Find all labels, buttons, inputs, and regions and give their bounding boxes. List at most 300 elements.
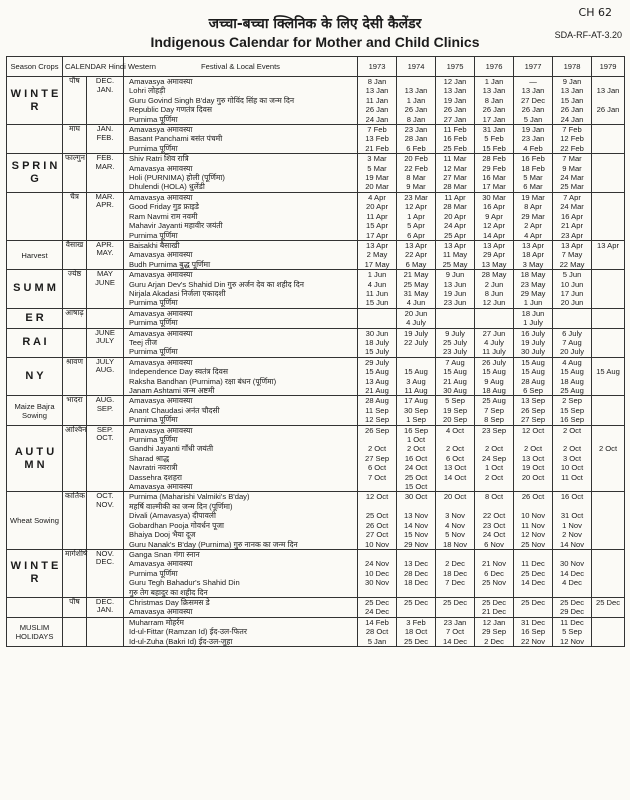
date-cell	[397, 588, 436, 598]
date-cell: 19 July	[397, 328, 436, 338]
date-cell: 31 Dec	[514, 617, 553, 627]
event-name: Purnima पूर्णिमा	[124, 569, 358, 578]
date-cell: 2 Oct	[553, 425, 592, 435]
date-cell: 2 Dec	[475, 637, 514, 647]
event-name: Dhulendi (HOLA) धुलेंडी	[124, 182, 358, 192]
date-cell	[514, 607, 553, 617]
event-name: Nirjala Akadasi निर्जला एकादशी	[124, 289, 358, 298]
date-cell: 4 Feb	[514, 144, 553, 154]
date-cell: 17 Jun	[553, 289, 592, 298]
event-name: Amavasya अमावस्या	[124, 357, 358, 367]
event-name: Amavasya अमावस्या	[124, 396, 358, 406]
date-cell	[592, 221, 625, 230]
date-cell: 6 Nov	[475, 540, 514, 550]
date-cell: 27 Sep	[514, 415, 553, 425]
date-cell: 13 Nov	[397, 511, 436, 520]
date-cell: 4 Oct	[436, 425, 475, 435]
date-cell	[553, 435, 592, 444]
date-cell: —	[514, 77, 553, 87]
date-cell: 1 Nov	[553, 521, 592, 530]
table-row	[7, 125, 625, 135]
event-name: Janam Ashtami जन्म अष्टमी	[124, 386, 358, 396]
date-cell: 26 Jan	[397, 105, 436, 114]
date-cell	[592, 386, 625, 396]
date-cell: 11 Mar	[436, 154, 475, 164]
date-cell: 25 Mar	[553, 182, 592, 192]
date-cell: 25 Dec	[553, 597, 592, 607]
date-cell: 12 Mar	[436, 164, 475, 173]
date-cell: 7 Feb	[358, 125, 397, 135]
date-cell: 25 Dec	[358, 597, 397, 607]
date-cell: 21 May	[397, 270, 436, 280]
date-cell: 28 Oct	[358, 627, 397, 636]
date-cell: 24 Mar	[553, 173, 592, 182]
date-cell: 8 Sep	[475, 415, 514, 425]
date-cell: 20 Apr	[358, 202, 397, 211]
date-cell: 10 Jun	[553, 280, 592, 289]
hindi-month-cell	[63, 617, 87, 646]
date-cell	[475, 502, 514, 511]
date-cell	[553, 308, 592, 318]
year-header: 1976	[475, 57, 514, 77]
date-cell	[592, 511, 625, 520]
table-row	[7, 240, 625, 250]
date-cell: 31 May	[397, 289, 436, 298]
western-month-cell: MAR. APR.	[87, 192, 124, 240]
date-cell: 11 Dec	[514, 559, 553, 568]
date-cell: 30 Aug	[436, 386, 475, 396]
date-cell: 11 Oct	[553, 473, 592, 482]
date-cell: 24 Nov	[358, 559, 397, 568]
date-cell: 30 Oct	[397, 492, 436, 502]
date-cell: 5 Jan	[358, 637, 397, 647]
date-cell	[592, 549, 625, 559]
date-cell: 6 Sep	[514, 386, 553, 396]
date-cell: 12 Feb	[553, 134, 592, 143]
date-cell	[592, 406, 625, 415]
date-cell: 17 May	[358, 260, 397, 270]
event-name: Gobardhan Pooja गोवर्धन पूजा	[124, 521, 358, 530]
date-cell: 16 Feb	[436, 134, 475, 143]
season-cell: Maize Bajra Sowing	[7, 396, 63, 425]
date-cell: 15 Apr	[358, 221, 397, 230]
date-cell	[592, 115, 625, 125]
date-cell: 29 Nov	[397, 540, 436, 550]
date-cell: 25 Dec	[514, 569, 553, 578]
date-cell	[514, 435, 553, 444]
date-cell	[514, 588, 553, 598]
date-cell: 26 Jan	[514, 105, 553, 114]
date-cell	[592, 308, 625, 318]
date-cell: 11 Aug	[397, 386, 436, 396]
date-cell: 27 Dec	[514, 96, 553, 105]
date-cell: 19 Jan	[514, 125, 553, 135]
date-cell: 26 Oct	[358, 521, 397, 530]
date-cell: 7 Oct	[358, 473, 397, 482]
date-cell: 25 Oct	[397, 473, 436, 482]
table-row	[7, 597, 625, 607]
date-cell: 15 Aug	[397, 367, 436, 376]
date-cell: 28 Aug	[358, 396, 397, 406]
event-name: Independence Day स्वतंत्र दिवस	[124, 367, 358, 376]
date-cell: 15 Aug	[475, 367, 514, 376]
date-cell	[475, 308, 514, 318]
date-cell: 1 Oct	[475, 463, 514, 472]
date-cell: 25 May	[436, 260, 475, 270]
date-cell	[592, 125, 625, 135]
date-cell: 25 Aug	[475, 396, 514, 406]
season-header: Season Crops	[7, 57, 63, 77]
date-cell: 13 Jan	[475, 86, 514, 95]
date-cell	[436, 588, 475, 598]
date-cell: 7 Aug	[553, 338, 592, 347]
date-cell: 22 May	[553, 260, 592, 270]
date-cell	[592, 530, 625, 539]
date-cell	[592, 144, 625, 154]
western-month-cell: APR. MAY.	[87, 240, 124, 269]
table-row	[7, 425, 625, 435]
date-cell: 29 Dec	[553, 607, 592, 617]
date-cell: 23 July	[436, 347, 475, 357]
document-code: SDA-RF-AT-3.20	[554, 30, 622, 40]
page-title: Indigenous Calendar for Mother and Child Clinics	[150, 34, 480, 50]
event-name: Sharad श्राद्ध	[124, 454, 358, 463]
date-cell	[592, 270, 625, 280]
date-cell: 5 Apr	[397, 221, 436, 230]
date-cell: 13 Jan	[397, 86, 436, 95]
date-cell: 12 Nov	[514, 530, 553, 539]
event-name: Raksha Bandhan (Purnima) रक्षा बंधन (पूर्णिमा)	[124, 377, 358, 386]
date-cell: 24 Mar	[553, 202, 592, 211]
date-cell: 2 Oct	[358, 444, 397, 453]
table-row	[7, 192, 625, 202]
date-cell	[436, 308, 475, 318]
event-name: Purnima पूर्णिमा	[124, 115, 358, 125]
date-cell: 20 Jun	[397, 308, 436, 318]
date-cell: 30 Sep	[397, 406, 436, 415]
date-cell: 16 Apr	[553, 212, 592, 221]
date-cell: 28 Mar	[436, 182, 475, 192]
date-cell: 27 Sep	[358, 454, 397, 463]
date-cell	[358, 482, 397, 492]
date-cell	[475, 549, 514, 559]
date-cell: 25 May	[397, 280, 436, 289]
date-cell: 6 Feb	[397, 144, 436, 154]
date-cell: 25 Dec	[592, 597, 625, 607]
date-cell: 29 Apr	[475, 250, 514, 259]
hindi-month-cell	[63, 328, 87, 357]
event-name: Purnima पूर्णिमा	[124, 144, 358, 154]
event-name: Amavasya अमावस्या	[124, 192, 358, 202]
date-cell: 17 Mar	[475, 182, 514, 192]
date-cell: 4 Apr	[358, 192, 397, 202]
date-cell	[592, 637, 625, 647]
table-row	[7, 617, 625, 627]
date-cell	[475, 318, 514, 328]
date-cell: 2 Apr	[514, 221, 553, 230]
date-cell: 16 Oct	[553, 492, 592, 502]
date-cell: 19 Jan	[436, 96, 475, 105]
event-name: Amavasya अमावस्या	[124, 482, 358, 492]
date-cell: 5 Mar	[358, 164, 397, 173]
date-cell: 11 Jun	[358, 289, 397, 298]
western-month-cell: MAY JUNE	[87, 270, 124, 309]
date-cell: 13 Jan	[553, 86, 592, 95]
date-cell: 11 May	[436, 250, 475, 259]
date-cell	[592, 202, 625, 211]
hindi-month-cell: श्रावण	[63, 357, 87, 396]
chapter-ref: CH 62	[578, 6, 612, 19]
date-cell: 11 Apr	[436, 192, 475, 202]
date-cell: 19 Oct	[514, 463, 553, 472]
western-month-cell	[87, 617, 124, 646]
date-cell	[553, 549, 592, 559]
date-cell: 1 Apr	[397, 212, 436, 221]
date-cell: 4 Dec	[553, 578, 592, 587]
hindi-month-cell: आश्विन	[63, 425, 87, 492]
date-cell: 19 Jun	[436, 289, 475, 298]
date-cell: 7 Oct	[436, 627, 475, 636]
date-cell	[592, 588, 625, 598]
date-cell: 6 May	[397, 260, 436, 270]
date-cell	[592, 280, 625, 289]
season-cell: MUSLIM HOLIDAYS	[7, 617, 63, 646]
date-cell	[514, 482, 553, 492]
date-cell	[397, 77, 436, 87]
date-cell: 29 May	[514, 289, 553, 298]
date-cell: 18 Aug	[475, 386, 514, 396]
date-cell: 25 Dec	[397, 637, 436, 647]
date-cell: 6 Mar	[514, 182, 553, 192]
date-cell: 18 Feb	[514, 164, 553, 173]
date-cell: 26 Jan	[475, 105, 514, 114]
date-cell: 15 Sep	[553, 406, 592, 415]
hindi-month-cell: पौष	[63, 597, 87, 617]
event-name: Purnima (Maharishi Valmiki's B'day)	[124, 492, 358, 502]
season-cell	[7, 125, 63, 154]
date-cell: 22 Oct	[475, 511, 514, 520]
table-row	[7, 308, 625, 318]
hindi-month-cell: चैत्र	[63, 192, 87, 240]
event-name: Mahavir Jayanti महावीर जयंती	[124, 221, 358, 230]
event-name: Ram Navmi राम नवमी	[124, 212, 358, 221]
date-cell: 10 Oct	[553, 463, 592, 472]
date-cell: 18 Nov	[436, 540, 475, 550]
date-cell: 12 Jun	[475, 298, 514, 308]
date-cell: 10 Dec	[358, 569, 397, 578]
event-name: Amavasya अमावस्या	[124, 308, 358, 318]
date-cell: 28 Mar	[436, 202, 475, 211]
date-cell: 15 Nov	[397, 530, 436, 539]
western-month-cell	[87, 308, 124, 328]
date-cell: 13 Jan	[592, 86, 625, 95]
date-cell: 15 Aug	[592, 367, 625, 376]
date-cell: 7 Mar	[553, 154, 592, 164]
date-cell: 11 Jan	[358, 96, 397, 105]
event-name: Guru Nanak's B'day (Purnima) गुरु नानक का जन्म दिन	[124, 540, 358, 550]
event-name: Holi (PURNIMA) होली (पूर्णिमा)	[124, 173, 358, 182]
date-cell	[358, 318, 397, 328]
date-cell: 13 Aug	[358, 377, 397, 386]
date-cell: 6 July	[553, 328, 592, 338]
date-cell: 31 Jan	[475, 125, 514, 135]
date-cell: 20 Oct	[436, 492, 475, 502]
date-cell: 20 July	[553, 347, 592, 357]
date-cell: 23 Mar	[397, 192, 436, 202]
date-cell	[592, 482, 625, 492]
date-cell: 13 Oct	[436, 463, 475, 472]
date-cell: 11 Feb	[436, 125, 475, 135]
date-cell: 18 Dec	[436, 569, 475, 578]
event-name: Purnima पूर्णिमा	[124, 415, 358, 425]
date-cell	[592, 502, 625, 511]
date-cell	[358, 435, 397, 444]
date-cell	[592, 435, 625, 444]
date-cell: 13 Oct	[514, 454, 553, 463]
date-cell: 13 Sep	[514, 396, 553, 406]
date-cell: 10 Nov	[514, 511, 553, 520]
date-cell	[592, 318, 625, 328]
date-cell: 26 Jan	[592, 105, 625, 114]
date-cell: 26 Jan	[553, 105, 592, 114]
date-cell	[592, 182, 625, 192]
hindi-month-cell: मार्गशीर्ष	[63, 549, 87, 597]
date-cell: 29 Mar	[514, 212, 553, 221]
date-cell: 27 Jun	[475, 328, 514, 338]
date-cell: 18 Jun	[514, 308, 553, 318]
date-cell: 18 Dec	[397, 578, 436, 587]
date-cell	[592, 396, 625, 406]
date-cell: 14 Apr	[475, 231, 514, 241]
year-header: 1977	[514, 57, 553, 77]
date-cell: 2 Oct	[475, 473, 514, 482]
date-cell: 4 Jun	[358, 280, 397, 289]
date-cell: 13 Apr	[358, 240, 397, 250]
date-cell	[553, 502, 592, 511]
date-cell: 15 Feb	[475, 144, 514, 154]
hindi-month-cell: भादरा	[63, 396, 87, 425]
date-cell	[592, 617, 625, 627]
date-cell: 13 Jan	[358, 86, 397, 95]
date-cell: 4 Nov	[436, 521, 475, 530]
date-cell: 9 Aug	[475, 377, 514, 386]
date-cell: 13 Jan	[436, 86, 475, 95]
date-cell	[592, 607, 625, 617]
date-cell: 18 July	[358, 338, 397, 347]
date-cell: 21 Aug	[436, 377, 475, 386]
date-cell	[592, 569, 625, 578]
date-cell: 1 Jan	[397, 96, 436, 105]
event-name: Id-ul-Fittar (Ramzan Id) ईद-उल-फितर	[124, 627, 358, 636]
date-cell: 6 Dec	[475, 569, 514, 578]
event-name: Republic Day गणतंत्र दिवस	[124, 105, 358, 114]
date-cell: 5 Sep	[436, 396, 475, 406]
event-name: Guru Govind Singh B'day गुरु गोविंद सिंह का जन्म दिन	[124, 96, 358, 105]
date-cell: 13 Apr	[436, 240, 475, 250]
date-cell: 17 Jan	[475, 115, 514, 125]
date-cell	[592, 415, 625, 425]
date-cell: 15 Aug	[514, 357, 553, 367]
date-cell: 24 Jan	[553, 115, 592, 125]
calendar-table	[6, 56, 625, 647]
season-cell	[7, 192, 63, 240]
event-name: Amavasya अमावस्या	[124, 559, 358, 568]
date-cell: 25 July	[436, 338, 475, 347]
date-cell: 15 Aug	[553, 367, 592, 376]
date-cell: 27 Oct	[358, 530, 397, 539]
date-cell	[475, 588, 514, 598]
date-cell: 25 Nov	[475, 578, 514, 587]
date-cell: 3 Nov	[436, 511, 475, 520]
western-month-cell: DEC. JAN.	[87, 597, 124, 617]
date-cell	[592, 578, 625, 587]
date-cell: 5 Nov	[436, 530, 475, 539]
date-cell: 1 Jan	[475, 77, 514, 87]
date-cell: 19 Mar	[358, 173, 397, 182]
date-cell: 14 Oct	[436, 473, 475, 482]
date-cell: 6 Oct	[358, 463, 397, 472]
date-cell	[592, 134, 625, 143]
event-name: Good Friday गुड फ्राइडे	[124, 202, 358, 211]
date-cell: 23 Jun	[436, 298, 475, 308]
season-cell: A U T U M N	[7, 425, 63, 492]
date-cell: 2 Oct	[397, 444, 436, 453]
date-cell: 16 Apr	[475, 202, 514, 211]
date-cell: 13 Apr	[592, 240, 625, 250]
event-name: Guru Tegh Bahadur's Shahid Din	[124, 578, 358, 587]
date-cell: 18 Apr	[514, 250, 553, 259]
hindi-month-cell: ज्येष्ठ	[63, 270, 87, 309]
season-cell: S P R I N G	[7, 154, 63, 193]
date-cell	[592, 559, 625, 568]
event-name: Id-ul-Zuha (Bakri Id) ईद-उल-जुहा	[124, 637, 358, 647]
western-month-cell: JULY AUG.	[87, 357, 124, 396]
date-cell: 13 Apr	[397, 240, 436, 250]
date-cell	[592, 298, 625, 308]
date-cell: 11 Nov	[514, 521, 553, 530]
date-cell	[592, 338, 625, 347]
date-cell	[592, 377, 625, 386]
hindi-month-cell: माघ	[63, 125, 87, 154]
date-cell: 24 Dec	[358, 607, 397, 617]
date-cell: 20 Apr	[436, 212, 475, 221]
date-cell: 2 May	[358, 250, 397, 259]
date-cell: 14 Dec	[553, 569, 592, 578]
date-cell: 22 Feb	[553, 144, 592, 154]
hindi-month-cell: फाल्गुन	[63, 154, 87, 193]
date-cell: 13 Apr	[475, 240, 514, 250]
date-cell: 26 Sep	[514, 406, 553, 415]
date-cell: 26 July	[475, 357, 514, 367]
event-name: Purnima पूर्णिमा	[124, 435, 358, 444]
date-cell: 11 Sep	[358, 406, 397, 415]
hindi-month-cell: कार्तिक	[63, 492, 87, 549]
date-cell: 16 Feb	[514, 154, 553, 164]
western-month-cell: AUG. SEP.	[87, 396, 124, 425]
calendar-body	[7, 77, 625, 647]
date-cell: 8 Jun	[475, 289, 514, 298]
date-cell: 12 Jan	[436, 77, 475, 87]
date-cell: 3 Oct	[553, 454, 592, 463]
year-header: 1979	[592, 57, 625, 77]
date-cell: 6 Oct	[436, 454, 475, 463]
date-cell: 5 Jun	[553, 270, 592, 280]
date-cell	[592, 289, 625, 298]
western-month-cell: DEC. JAN.	[87, 77, 124, 125]
date-cell	[436, 549, 475, 559]
date-cell	[592, 540, 625, 550]
date-cell	[358, 588, 397, 598]
